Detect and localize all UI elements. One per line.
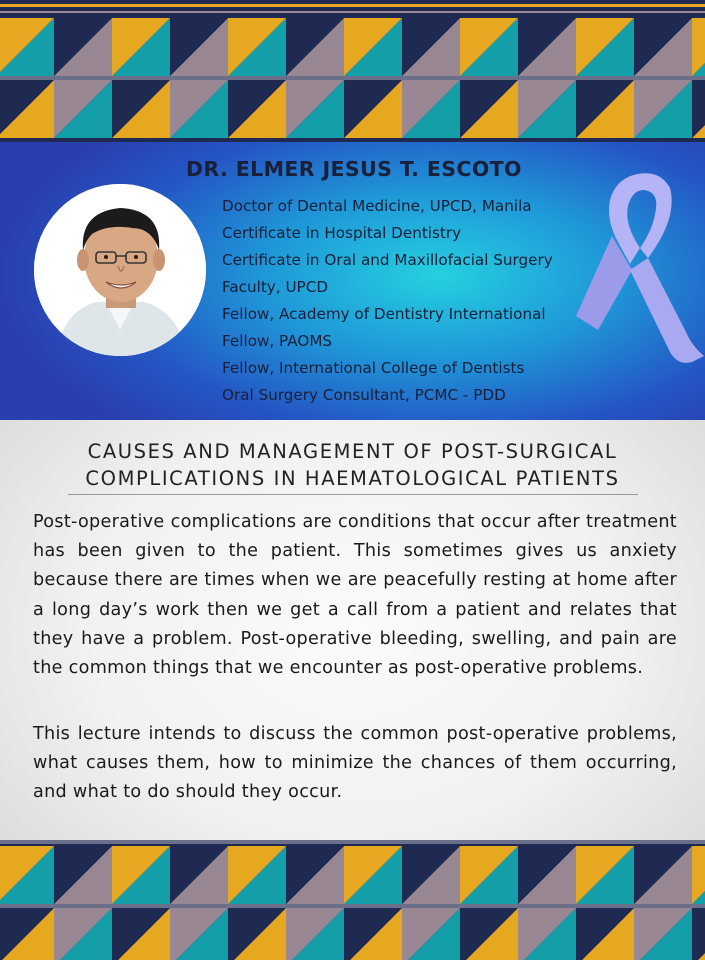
- lecture-title: [40, 438, 665, 492]
- credential-item: Fellow, PAOMS: [222, 332, 333, 350]
- lecture-description-paragraph: This lecture intends to discuss the common post-operative problems, what causes them, how to minimize the chances of them occurring, and what to do should they occur.: [33, 724, 677, 803]
- credential-item: Fellow, International College of Dentists: [222, 359, 525, 377]
- speaker-portrait: [34, 184, 206, 356]
- lecture-title-line-2: COMPLICATIONS IN HAEMATOLOGICAL PATIENTS: [85, 467, 620, 490]
- awareness-ribbon-icon: [568, 166, 705, 372]
- geometric-pattern: [0, 0, 705, 142]
- lecture-content: [0, 420, 705, 840]
- speaker-photo: [34, 184, 206, 356]
- lecture-title-line-1: CAUSES AND MANAGEMENT OF POST-SURGICAL: [87, 440, 618, 463]
- geometric-pattern: [0, 840, 705, 960]
- credential-item: Certificate in Oral and Maxillofacial Surgery: [222, 251, 553, 269]
- credential-item: Doctor of Dental Medicine, UPCD, Manila: [222, 197, 532, 215]
- credentials-list: [222, 193, 553, 409]
- credential-item: Fellow, Academy of Dentistry International: [222, 305, 546, 323]
- speaker-header: [0, 142, 705, 420]
- credential-item: Oral Surgery Consultant, PCMC - PDD: [222, 386, 506, 404]
- credential-item: Certificate in Hospital Dentistry: [222, 224, 462, 242]
- lecture-description-paragraph: Post-operative complications are conditions that occur after treatment has been given to the patient. This sometimes gives us anxiety because there are times when we are peacefully resting at home after a long day’s work then we get a call from a patient and relates that they have a problem. Post-operative bleeding, swelling, and pain are the common things that we encounter as post-operative problems.: [33, 512, 677, 679]
- speaker-name: DR. ELMER JESUS T. ESCOTO: [186, 157, 522, 181]
- title-underline: [68, 494, 638, 495]
- credential-item: Faculty, UPCD: [222, 278, 329, 296]
- top-pattern-band: [0, 0, 705, 142]
- bottom-pattern-band: [0, 840, 705, 960]
